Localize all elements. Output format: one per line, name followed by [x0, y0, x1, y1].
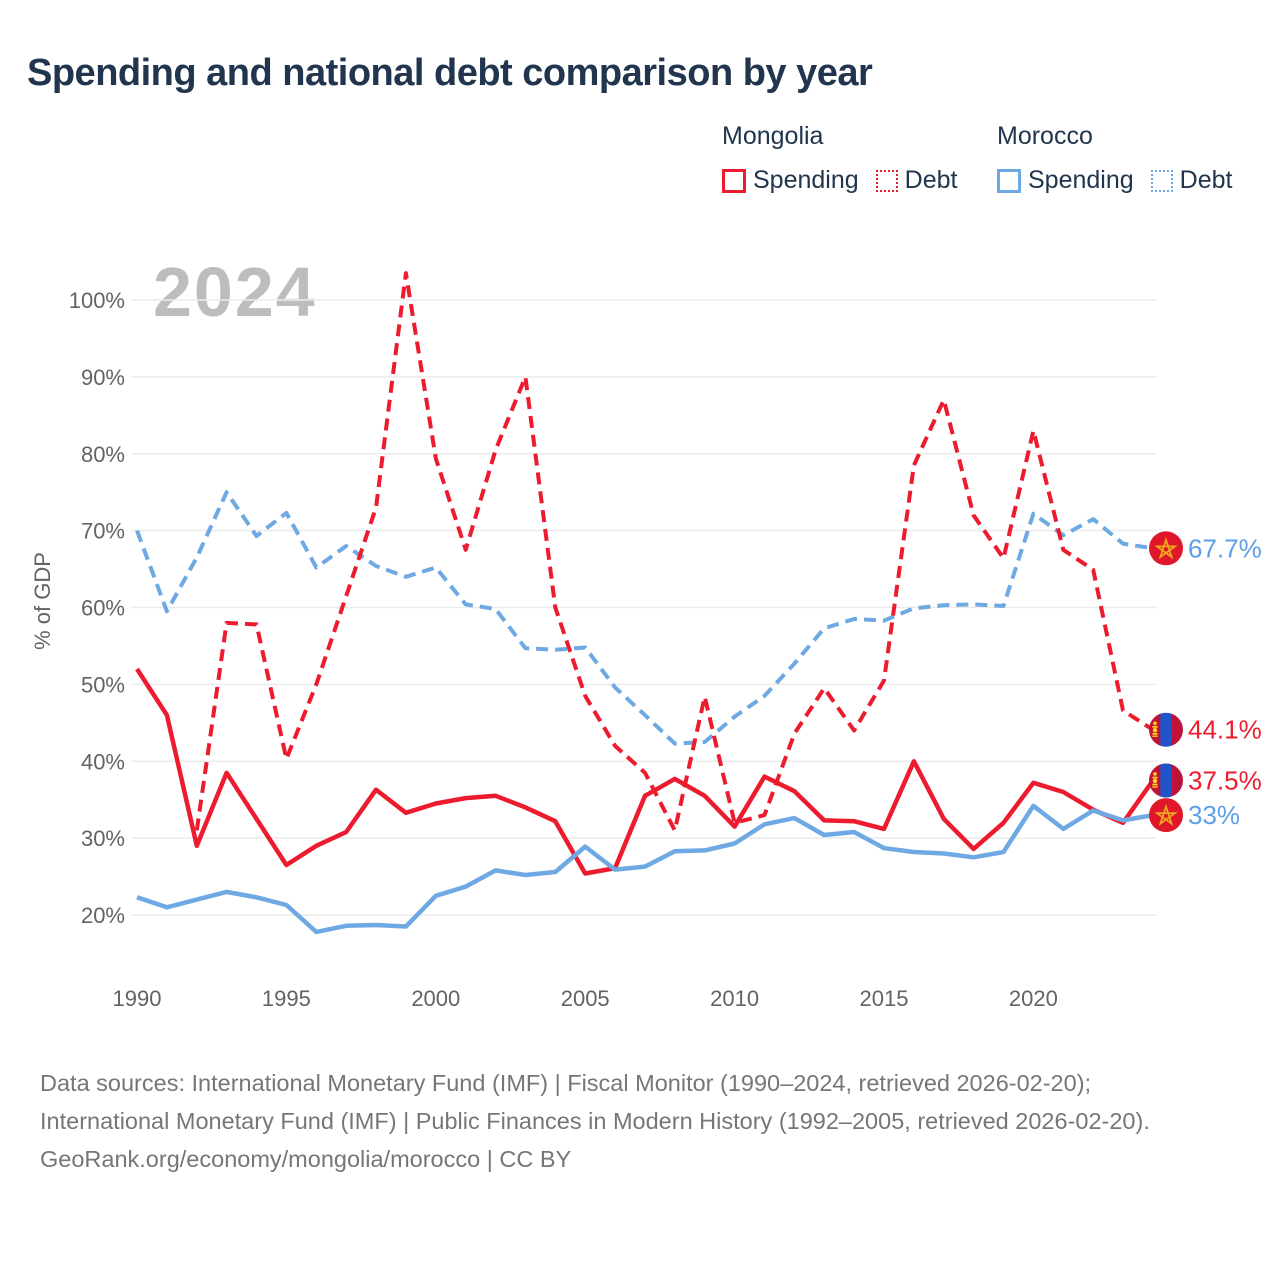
y-axis-title: % of GDP [30, 552, 55, 650]
watermark-year: 2024 [153, 253, 317, 331]
attribution-link[interactable]: GeoRank.org/economy/mongolia/morocco | CC BY [40, 1146, 572, 1172]
end-value-label: 37.5% [1188, 765, 1262, 796]
legend-country-morocco: Morocco [997, 122, 1093, 150]
legend-country-mongolia: Mongolia [722, 122, 824, 150]
mongolia-flag-icon [1149, 713, 1183, 747]
footer [40, 1064, 1170, 1178]
legend-label-mongolia-spending: Spending [753, 166, 859, 194]
y-tick-label: 20% [80, 903, 125, 928]
legend-label-morocco-spending: Spending [1028, 166, 1134, 194]
end-value-label: 67.7% [1188, 533, 1262, 564]
y-tick-label: 60% [80, 595, 125, 621]
x-tick-label: 2000 [411, 986, 461, 1011]
legend-label-mongolia-debt: Debt [904, 166, 958, 194]
morocco-flag-icon [1149, 798, 1183, 832]
x-tick-label: 2015 [859, 986, 909, 1011]
mongolia-flag-icon [1149, 763, 1183, 797]
x-tick-label: 2010 [710, 986, 760, 1011]
x-tick-label: 1995 [261, 986, 311, 1011]
end-value-label: 33% [1188, 800, 1241, 831]
y-tick-label: 70% [80, 518, 125, 544]
x-tick-label: 2020 [1008, 986, 1058, 1011]
end-value-label: 44.1% [1188, 714, 1262, 745]
x-tick-label: 1990 [112, 986, 162, 1011]
y-tick-label: 90% [80, 364, 125, 390]
y-tick-label: 40% [80, 749, 125, 775]
data-sources-text: Data sources: International Monetary Fund (IMF) | Fiscal Monitor (1990–2024, retrieved 2026-02-20); International Monetary Fund (IMF) | Public Finances in Modern History (1992–2005, retrieved 2026-02-20). [40, 1070, 1150, 1134]
legend-label-morocco-debt: Debt [1179, 166, 1233, 194]
chart-title: Spending and national debt comparison by year [27, 52, 873, 94]
y-tick-label: 50% [80, 672, 125, 698]
x-tick-label: 2005 [560, 986, 610, 1011]
y-tick-label: 100% [68, 288, 125, 313]
y-tick-label: 80% [80, 441, 125, 467]
y-tick-label: 30% [80, 826, 125, 852]
morocco-flag-icon [1149, 531, 1183, 565]
